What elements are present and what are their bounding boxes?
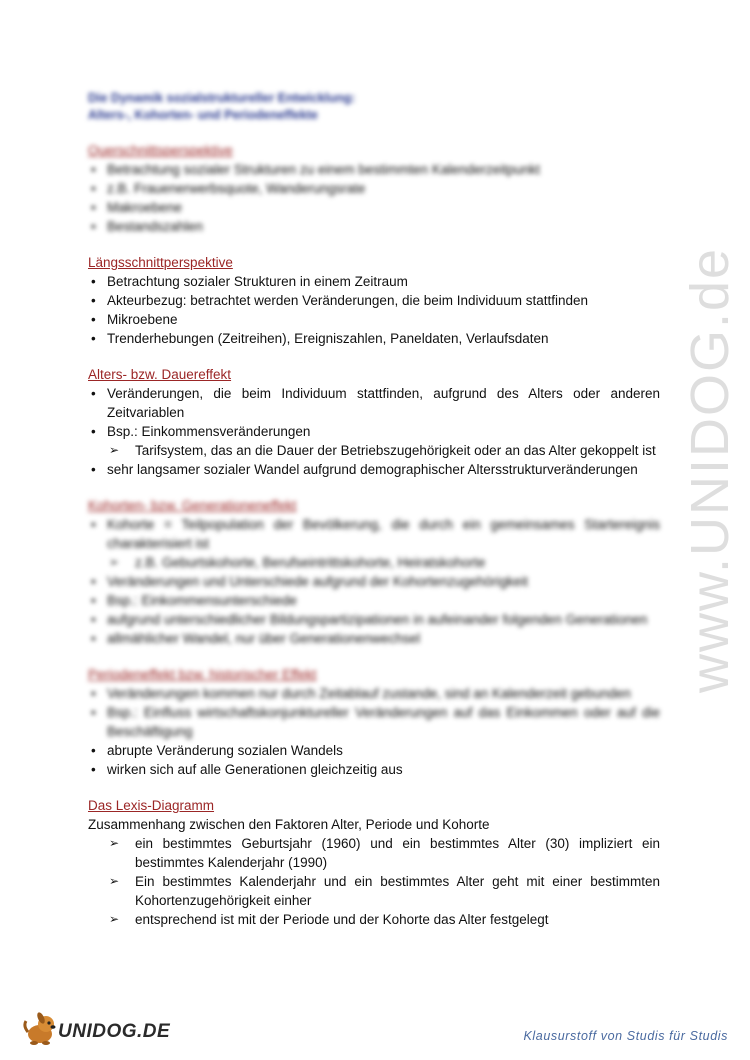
bullet-list-item: • Bsp.: Einfluss wirtschaftskonjunktureller Veränderungen auf das Einkommen oder auf die Beschäftigung xyxy=(88,703,660,741)
bullet-list-item: • Bestandszahlen xyxy=(88,217,660,236)
arrow-list-item: ➢ Ein bestimmtes Kalenderjahr und ein bestimmtes Alter geht mit einer bestimmten Kohortenzugehörigkeit einher xyxy=(88,872,660,910)
bullet-list-item: • Trenderhebungen (Zeitreihen), Ereigniszahlen, Paneldaten, Verlaufsdaten xyxy=(88,329,660,348)
bullet-list-item: • aufgrund unterschiedlicher Bildungspartizipationen in aufeinander folgenden Generationen xyxy=(88,610,660,629)
unidog-logo xyxy=(22,1012,170,1046)
bullet-list-item: • Veränderungen und Unterschiede aufgrund der Kohortenzugehörigkeit xyxy=(88,572,660,591)
section-0 xyxy=(88,142,660,236)
bullet-list-item: • z.B. Frauenerwerbsquote, Wanderungsrate xyxy=(88,179,660,198)
bullet-list-item: • Makroebene xyxy=(88,198,660,217)
bullet-list-item: • Kohorte = Teilpopulation der Bevölkerung, die durch ein gemeinsames Startereignis charakterisiert ist xyxy=(88,515,660,553)
logo-text: UNIDOG.DE xyxy=(58,1021,171,1042)
bullet-list-item: • Betrachtung sozialer Strukturen zu einem bestimmten Kalenderzeitpunkt xyxy=(88,160,660,179)
arrow-list-item: ➢ entsprechend ist mit der Periode und der Kohorte das Alter festgelegt xyxy=(88,910,660,929)
arrow-list-item: ➢ z.B. Geburtskohorte, Berufseintrittskohorte, Heiratskohorte xyxy=(88,553,660,572)
bullet-list-item: • allmählicher Wandel, nur über Generationenwechsel xyxy=(88,629,660,648)
sections-container xyxy=(88,142,660,929)
document-page xyxy=(88,90,660,929)
arrow-list-item: ➢ Tarifsystem, das an die Dauer der Betriebszugehörigkeit oder an das Alter gekoppelt ist xyxy=(88,441,660,460)
section-intro: Zusammenhang zwischen den Faktoren Alter, Periode und Kohorte xyxy=(88,817,490,832)
bullet-list xyxy=(88,160,660,236)
section-3 xyxy=(88,497,660,648)
bullet-list-item: • Mikroebene xyxy=(88,310,660,329)
section-1 xyxy=(88,254,660,348)
bullet-list-item: • Betrachtung sozialer Strukturen in einem Zeitraum xyxy=(88,272,660,291)
watermark-text: www.UNIDOG.de xyxy=(680,246,740,694)
section-2 xyxy=(88,366,660,479)
bullet-list-item: • abrupte Veränderung sozialen Wandels xyxy=(88,741,660,760)
title-line-1: Die Dynamik sozialstruktureller Entwicklung: xyxy=(88,91,356,105)
bullet-list xyxy=(88,515,660,648)
bullet-list-item: • sehr langsamer sozialer Wandel aufgrund demographischer Altersstrukturveränderungen xyxy=(88,460,660,479)
bullet-list-item: • wirken sich auf alle Generationen gleichzeitig aus xyxy=(88,760,660,779)
section-4 xyxy=(88,666,660,779)
dog-logo-icon xyxy=(22,1012,60,1046)
bullet-list xyxy=(88,684,660,779)
bullet-list-item: • Veränderungen kommen nur durch Zeitablauf zustande, sind an Kalenderzeit gebunden xyxy=(88,684,660,703)
section-heading: Das Lexis-Diagramm xyxy=(88,798,215,813)
section-heading: Querschnittsperspektive xyxy=(88,143,233,158)
bullet-list xyxy=(88,384,660,479)
arrow-list-item: ➢ ein bestimmtes Geburtsjahr (1960) und ein bestimmtes Alter (30) impliziert ein bestimmtes Kalenderjahr (1990) xyxy=(88,834,660,872)
footer-tagline: Klausurstoff von Studis für Studis xyxy=(523,1029,728,1043)
bullet-list-item: • Bsp.: Einkommensunterschiede xyxy=(88,591,660,610)
section-heading: Längsschnittperspektive xyxy=(88,255,233,270)
section-heading: Periodeneffekt bzw. historischer Effekt xyxy=(88,667,317,682)
section-heading: Kohorten- bzw. Generationeneffekt xyxy=(88,498,297,513)
bullet-list xyxy=(88,272,660,348)
document-title xyxy=(88,90,660,124)
section-heading: Alters- bzw. Dauereffekt xyxy=(88,367,232,382)
bullet-list-item: • Veränderungen, die beim Individuum stattfinden, aufgrund des Alters oder anderen Zeitvariablen xyxy=(88,384,660,422)
title-line-2: Alters-, Kohorten- und Periodeneffekte xyxy=(88,108,318,122)
bullet-list xyxy=(88,834,660,929)
bullet-list-item: • Akteurbezug: betrachtet werden Veränderungen, die beim Individuum stattfinden xyxy=(88,291,660,310)
section-5 xyxy=(88,797,660,929)
bullet-list-item: • Bsp.: Einkommensveränderungen xyxy=(88,422,660,441)
